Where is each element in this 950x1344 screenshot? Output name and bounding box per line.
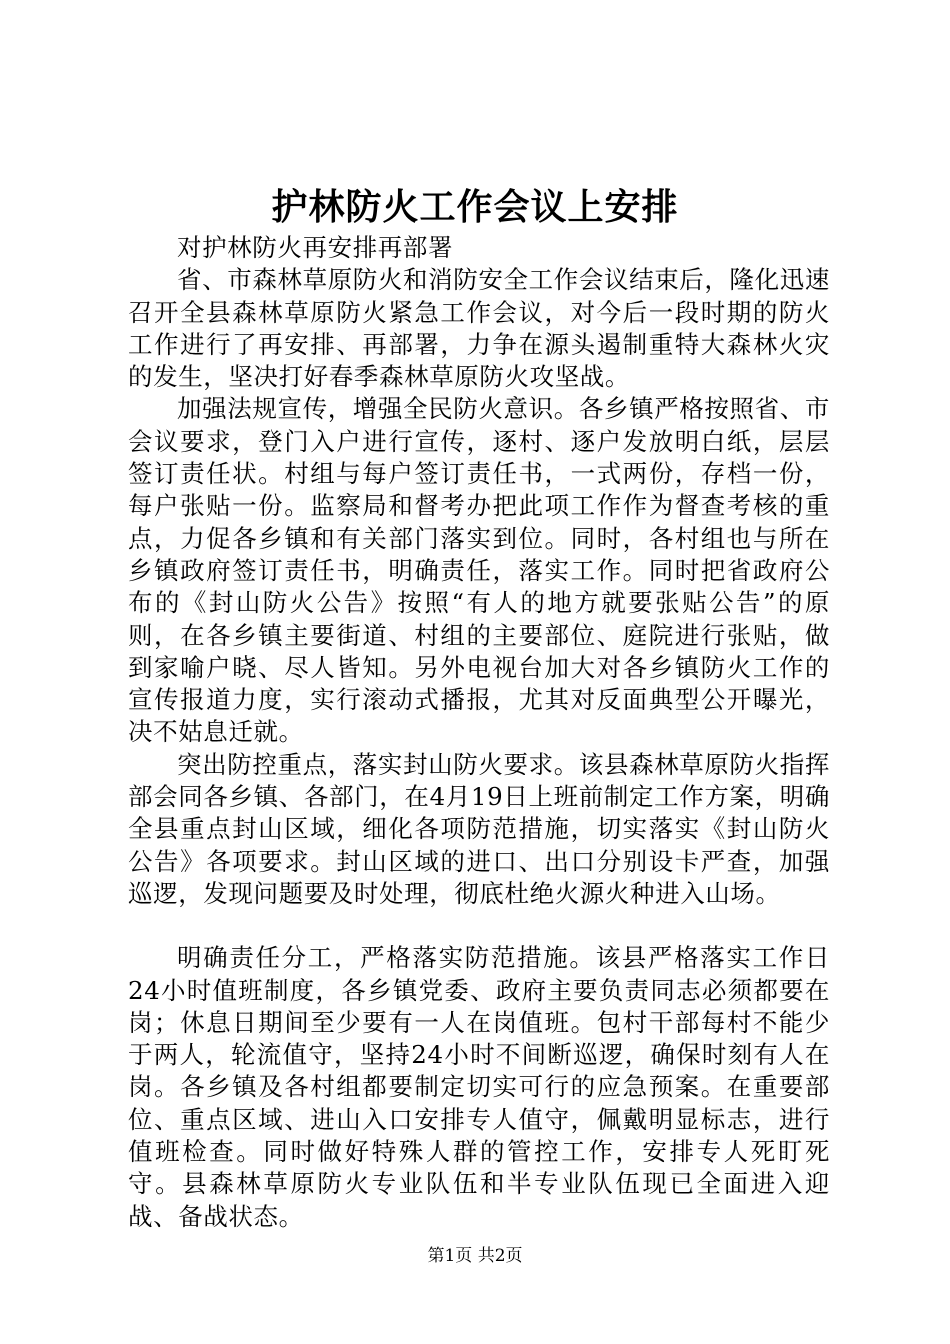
page-footer: 第1页 共2页	[427, 1246, 523, 1266]
document-body	[128, 232, 830, 1233]
body-paragraph: 明确责任分工，严格落实防范措施。该县严格落实工作日24小时值班制度，各乡镇党委、政府主要负责同志必须都要在岗；休息日期间至少要有一人在岗值班。包村干部每村不能少于两人，轮流值守，坚持24小时不间断巡逻，确保时刻有人在岗。各乡镇及各村组都要制定切实可行的应急预案。在重要部位、重点区域、进山入口安排专人值守，佩戴明显标志，进行值班检查。同时做好特殊人群的管控工作，安排专人死盯死守。县森林草原防火专业队伍和半专业队伍现已全面进入迎战、备战状态。	[128, 943, 830, 1231]
body-paragraph: 突出防控重点，落实封山防火要求。该县森林草原防火指挥部会同各乡镇、各部门，在4月19日上班前制定工作方案，明确全县重点封山区域，细化各项防范措施，切实落实《封山防火公告》各项要求。封山区域的进口、出口分别设卡严查，加强巡逻，发现问题要及时处理，彻底杜绝火源火种进入山场。	[128, 749, 830, 908]
subtitle-paragraph: 对护林防火再安排再部署	[177, 233, 454, 262]
body-paragraph: 省、市森林草原防火和消防安全工作会议结束后，隆化迅速召开全县森林草原防火紧急工作会议，对今后一段时期的防火工作进行了再安排、再部署，力争在源头遏制重特大森林火灾的发生，坚决打好春季森林草原防火攻坚战。	[128, 265, 830, 392]
document-title: 护林防火工作会议上安排	[271, 186, 679, 228]
body-paragraph: 加强法规宣传，增强全民防火意识。各乡镇严格按照省、市会议要求，登门入户进行宣传，逐村、逐户发放明白纸，层层签订责任状。村组与每户签订责任书，一式两份，存档一份，每户张贴一份。监察局和督考办把此项工作作为督查考核的重点，力促各乡镇和有关部门落实到位。同时，各村组也与所在乡镇政府签订责任书，明确责任，落实工作。同时把省政府公布的《封山防火公告》按照“有人的地方就要张贴公告”的原则，在各乡镇主要街道、村组的主要部位、庭院进行张贴，做到家喻户晓、尽人皆知。另外电视台加大对各乡镇防火工作的宣传报道力度，实行滚动式播报，尤其对反面典型公开曝光，决不姑息迁就。	[128, 394, 830, 747]
